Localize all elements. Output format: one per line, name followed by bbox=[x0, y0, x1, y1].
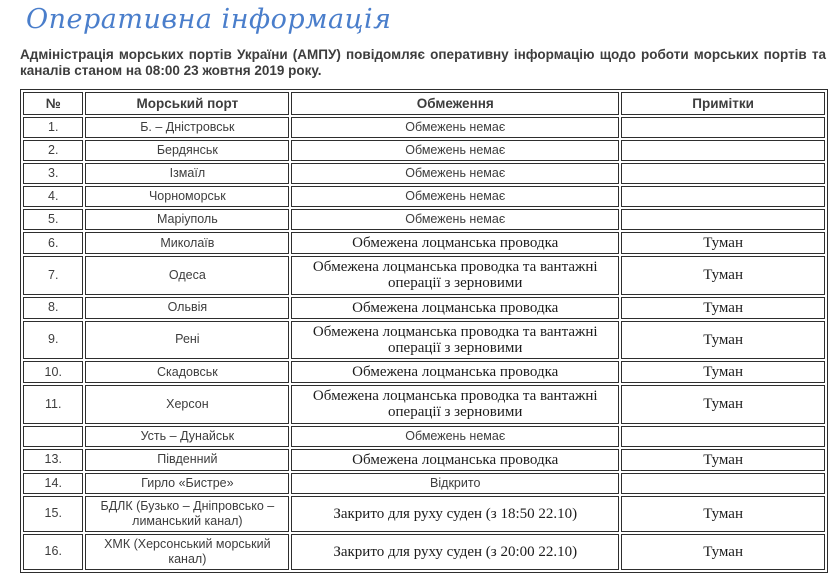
restriction-text: Відкрито bbox=[291, 473, 619, 494]
row-number: 13. bbox=[23, 449, 83, 471]
restriction-text: Обмежень немає bbox=[291, 163, 619, 184]
row-number: 16. bbox=[23, 534, 83, 570]
table-row bbox=[23, 256, 825, 294]
table-row bbox=[23, 321, 825, 359]
note-text: Туман bbox=[621, 232, 825, 254]
port-name: Південний bbox=[85, 449, 289, 471]
note-text: Туман bbox=[621, 297, 825, 319]
port-name: Маріуполь bbox=[85, 209, 289, 230]
table-row bbox=[23, 361, 825, 383]
row-number: 5. bbox=[23, 209, 83, 230]
table-row bbox=[23, 209, 825, 230]
page-title: Оперативна інформація bbox=[26, 4, 392, 35]
note-text: Туман bbox=[621, 449, 825, 471]
row-number: 15. bbox=[23, 496, 83, 532]
header-row bbox=[23, 92, 825, 115]
port-name: ХМК (Херсонський морський канал) bbox=[85, 534, 289, 570]
restriction-text: Обмежена лоцманська проводка bbox=[291, 361, 619, 383]
note-text bbox=[621, 117, 825, 138]
note-text bbox=[621, 186, 825, 207]
port-name: Ольвія bbox=[85, 297, 289, 319]
col-header-restrictions: Обмеження bbox=[291, 92, 619, 115]
restriction-text: Обмежень немає bbox=[291, 140, 619, 161]
note-text bbox=[621, 426, 825, 447]
restriction-text: Обмежень немає bbox=[291, 117, 619, 138]
restriction-text: Закрито для руху суден (з 20:00 22.10) bbox=[291, 534, 619, 570]
port-name: Б. – Дністровськ bbox=[85, 117, 289, 138]
col-header-number: № bbox=[23, 92, 83, 115]
restriction-text: Обмежена лоцманська проводка та вантажні операції з зерновими bbox=[291, 321, 619, 359]
row-number: 9. bbox=[23, 321, 83, 359]
note-text: Туман bbox=[621, 321, 825, 359]
note-text: Туман bbox=[621, 534, 825, 570]
table-header bbox=[23, 92, 825, 115]
table-row bbox=[23, 232, 825, 254]
note-text: Туман bbox=[621, 385, 825, 423]
port-name: Бердянськ bbox=[85, 140, 289, 161]
row-number: 6. bbox=[23, 232, 83, 254]
port-name: БДЛК (Бузько – Дніпровсько – лиманський канал) bbox=[85, 496, 289, 532]
restriction-text: Обмежень немає bbox=[291, 426, 619, 447]
note-text bbox=[621, 473, 825, 494]
port-name: Усть – Дунайськ bbox=[85, 426, 289, 447]
port-name: Скадовськ bbox=[85, 361, 289, 383]
note-text: Туман bbox=[621, 361, 825, 383]
port-name: Рені bbox=[85, 321, 289, 359]
table-row bbox=[23, 163, 825, 184]
restriction-text: Обмежень немає bbox=[291, 209, 619, 230]
note-text: Туман bbox=[621, 256, 825, 294]
restriction-text: Обмежена лоцманська проводка bbox=[291, 297, 619, 319]
note-text bbox=[621, 163, 825, 184]
table-row bbox=[23, 117, 825, 138]
table-row bbox=[23, 496, 825, 532]
port-name: Одеса bbox=[85, 256, 289, 294]
row-number bbox=[23, 426, 83, 447]
port-name: Херсон bbox=[85, 385, 289, 423]
table-row bbox=[23, 297, 825, 319]
row-number: 1. bbox=[23, 117, 83, 138]
table-body bbox=[23, 117, 825, 570]
col-header-port: Морський порт bbox=[85, 92, 289, 115]
row-number: 11. bbox=[23, 385, 83, 423]
restriction-text: Обмежена лоцманська проводка та вантажні операції з зерновими bbox=[291, 256, 619, 294]
note-text: Туман bbox=[621, 496, 825, 532]
port-name: Гирло «Бистре» bbox=[85, 473, 289, 494]
table-row bbox=[23, 426, 825, 447]
table-row bbox=[23, 534, 825, 570]
table-row bbox=[23, 385, 825, 423]
port-name: Миколаїв bbox=[85, 232, 289, 254]
restriction-text: Обмежень немає bbox=[291, 186, 619, 207]
restriction-text: Обмежена лоцманська проводка bbox=[291, 232, 619, 254]
row-number: 14. bbox=[23, 473, 83, 494]
row-number: 3. bbox=[23, 163, 83, 184]
note-text bbox=[621, 209, 825, 230]
col-header-notes: Примітки bbox=[621, 92, 825, 115]
restriction-text: Обмежена лоцманська проводка та вантажні операції з зерновими bbox=[291, 385, 619, 423]
row-number: 8. bbox=[23, 297, 83, 319]
note-text bbox=[621, 140, 825, 161]
row-number: 10. bbox=[23, 361, 83, 383]
intro-paragraph: Адміністрація морських портів України (АМПУ) повідомляє оперативну інформацію щодо роботи морських портів та каналів станом на 08:00 23 жовтня 2019 року. bbox=[20, 47, 826, 79]
port-name: Чорноморськ bbox=[85, 186, 289, 207]
row-number: 7. bbox=[23, 256, 83, 294]
table-row bbox=[23, 473, 825, 494]
table-row bbox=[23, 449, 825, 471]
ports-restrictions-table bbox=[20, 89, 828, 573]
restriction-text: Закрито для руху суден (з 18:50 22.10) bbox=[291, 496, 619, 532]
table-row bbox=[23, 186, 825, 207]
row-number: 2. bbox=[23, 140, 83, 161]
port-name: Ізмаїл bbox=[85, 163, 289, 184]
restriction-text: Обмежена лоцманська проводка bbox=[291, 449, 619, 471]
row-number: 4. bbox=[23, 186, 83, 207]
table-row bbox=[23, 140, 825, 161]
